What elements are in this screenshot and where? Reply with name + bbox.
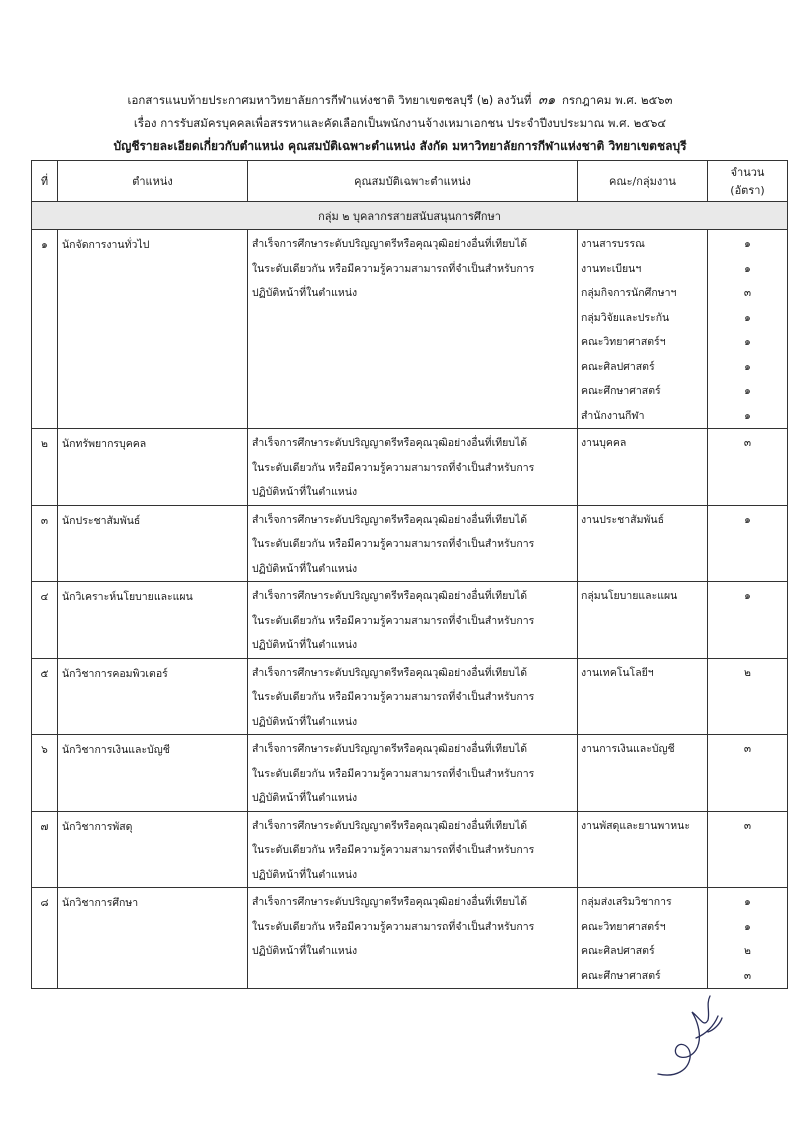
- faculty-line: งานทะเบียนฯ: [581, 262, 642, 275]
- row-qualification: [248, 582, 578, 659]
- count-line: ๒: [744, 666, 751, 679]
- header-count-line-2: (อัตรา): [730, 184, 765, 197]
- table-row: [32, 505, 788, 582]
- header-count-line-1: จำนวน: [730, 166, 765, 179]
- header-position: ตำแหน่ง: [58, 161, 248, 202]
- row-qualification: [248, 505, 578, 582]
- faculty-line: คณะวิทยาศาสตร์ฯ: [581, 336, 666, 348]
- count-line: ๑: [744, 409, 751, 422]
- count-line: ๑: [744, 360, 751, 373]
- row-count: [708, 735, 788, 812]
- faculty-line: กลุ่มวิจัยและประกัน: [581, 311, 670, 324]
- qualification-line: ปฏิบัติหน้าที่ในตำแหน่ง: [252, 486, 358, 498]
- qualification-line: ปฏิบัติหน้าที่ในตำแหน่ง: [252, 287, 358, 299]
- row-qualification: [248, 429, 578, 506]
- count-line: ๑: [744, 920, 751, 933]
- row-count: [708, 230, 788, 429]
- faculty-line: งานพัสดุและยานพาหนะ: [581, 819, 690, 832]
- qualification-line: ในระดับเดียวกัน หรือมีความรู้ความสามารถที่จำเป็นสำหรับการ: [252, 614, 535, 627]
- table-row: [32, 888, 788, 989]
- header-qualification: คุณสมบัติเฉพาะตำแหน่ง: [248, 161, 578, 202]
- row-faculty: [578, 735, 708, 812]
- row-qualification: [248, 230, 578, 429]
- header-line-1-prefix: เอกสารแนบท้ายประกาศมหาวิทยาลัยการกีฬาแห่งชาติ วิทยาเขตชลบุรี (๒) ลงวันที่: [127, 93, 532, 107]
- table-row: [32, 230, 788, 429]
- header-faculty: คณะ/กลุ่มงาน: [578, 161, 708, 202]
- row-number: ๓: [32, 505, 58, 582]
- count-line: ๓: [743, 969, 752, 982]
- qualification-line: สำเร็จการศึกษาระดับปริญญาตรีหรือคุณวุฒิอย่างอื่นที่เทียบได้: [252, 513, 528, 526]
- row-count: [708, 429, 788, 506]
- row-number: ๔: [32, 582, 58, 659]
- faculty-line: คณะศิลปศาสตร์: [581, 945, 655, 957]
- qualification-line: ปฏิบัติหน้าที่ในตำแหน่ง: [252, 562, 358, 575]
- faculty-line: คณะศิลปศาสตร์: [581, 360, 655, 373]
- faculty-line: คณะศึกษาศาสตร์: [581, 385, 661, 397]
- qualification-line: ปฏิบัติหน้าที่ในตำแหน่ง: [252, 868, 358, 881]
- qualification-line: สำเร็จการศึกษาระดับปริญญาตรีหรือคุณวุฒิอย่างอื่นที่เทียบได้: [252, 238, 528, 250]
- row-position: นักวิชาการพัสดุ: [58, 811, 248, 888]
- count-line: ๑: [744, 262, 751, 275]
- faculty-line: งานเทคโนโลยีฯ: [581, 666, 654, 679]
- row-position: นักวิเคราะห์นโยบายและแผน: [58, 582, 248, 659]
- faculty-line: คณะศึกษาศาสตร์: [581, 969, 661, 982]
- row-count: [708, 811, 788, 888]
- position-table: [31, 160, 788, 989]
- table-header-row: [32, 161, 788, 202]
- count-line: ๓: [743, 743, 752, 755]
- qualification-line: ในระดับเดียวกัน หรือมีความรู้ความสามารถที่จำเป็นสำหรับการ: [252, 920, 535, 933]
- faculty-line: งานสารบรรณ: [581, 238, 645, 250]
- faculty-line: กลุ่มกิจการนักศึกษาฯ: [581, 287, 677, 299]
- row-number: ๑: [32, 230, 58, 429]
- row-faculty: [578, 658, 708, 735]
- row-number: ๖: [32, 735, 58, 812]
- row-number: ๗: [32, 811, 58, 888]
- qualification-line: ในระดับเดียวกัน หรือมีความรู้ความสามารถที่จำเป็นสำหรับการ: [252, 262, 535, 275]
- count-line: ๑: [744, 238, 751, 250]
- header-line-1-suffix: กรกฎาคม พ.ศ. ๒๕๖๓: [561, 93, 673, 107]
- table-row: [32, 429, 788, 506]
- count-line: ๑: [744, 513, 751, 526]
- header-count: [708, 161, 788, 202]
- qualification-line: ปฏิบัติหน้าที่ในตำแหน่ง: [252, 715, 358, 728]
- row-faculty: [578, 888, 708, 989]
- row-position: นักวิชาการเงินและบัญชี: [58, 735, 248, 812]
- qualification-line: ปฏิบัติหน้าที่ในตำแหน่ง: [252, 639, 358, 651]
- row-qualification: [248, 735, 578, 812]
- qualification-line: สำเร็จการศึกษาระดับปริญญาตรีหรือคุณวุฒิอย่างอื่นที่เทียบได้: [252, 743, 528, 755]
- faculty-line: คณะวิทยาศาสตร์ฯ: [581, 920, 666, 933]
- row-number: ๕: [32, 658, 58, 735]
- header-line-3: บัญชีรายละเอียดเกี่ยวกับตำแหน่ง คุณสมบัติเฉพาะตำแหน่ง สังกัด มหาวิทยาลัยการกีฬาแห่งชาติ วิทยาเขตชลบุรี: [113, 139, 687, 153]
- qualification-line: ในระดับเดียวกัน หรือมีความรู้ความสามารถที่จำเป็นสำหรับการ: [252, 767, 535, 780]
- row-number: ๘: [32, 888, 58, 989]
- row-faculty: [578, 582, 708, 659]
- table-row: [32, 811, 788, 888]
- count-line: ๑: [744, 896, 751, 908]
- group-title: กลุ่ม ๒ บุคลากรสายสนับสนุนการศึกษา: [32, 202, 788, 230]
- row-faculty: [578, 429, 708, 506]
- count-line: ๑: [744, 385, 751, 397]
- qualification-line: สำเร็จการศึกษาระดับปริญญาตรีหรือคุณวุฒิอย่างอื่นที่เทียบได้: [252, 437, 528, 449]
- count-line: ๑: [744, 336, 751, 348]
- row-faculty: [578, 505, 708, 582]
- count-line: ๑: [744, 590, 751, 602]
- qualification-line: สำเร็จการศึกษาระดับปริญญาตรีหรือคุณวุฒิอย่างอื่นที่เทียบได้: [252, 590, 528, 602]
- signature-mark: [648, 982, 728, 1082]
- table-row: [32, 658, 788, 735]
- row-position: นักวิชาการคอมพิวเตอร์: [58, 658, 248, 735]
- count-line: ๑: [744, 311, 751, 324]
- qualification-line: ในระดับเดียวกัน หรือมีความรู้ความสามารถที่จำเป็นสำหรับการ: [252, 844, 535, 856]
- faculty-line: งานบุคคล: [581, 437, 627, 449]
- qualification-line: ในระดับเดียวกัน หรือมีความรู้ความสามารถที่จำเป็นสำหรับการ: [252, 691, 535, 703]
- faculty-line: สำนักงานกีฬา: [581, 409, 645, 422]
- qualification-line: ปฏิบัติหน้าที่ในตำแหน่ง: [252, 792, 358, 804]
- count-line: ๒: [744, 945, 751, 957]
- row-count: [708, 888, 788, 989]
- row-qualification: [248, 811, 578, 888]
- faculty-line: งานการเงินและบัญชี: [581, 743, 675, 755]
- header-line-1: [0, 92, 800, 109]
- qualification-line: สำเร็จการศึกษาระดับปริญญาตรีหรือคุณวุฒิอย่างอื่นที่เทียบได้: [252, 896, 528, 908]
- qualification-line: สำเร็จการศึกษาระดับปริญญาตรีหรือคุณวุฒิอย่างอื่นที่เทียบได้: [252, 666, 528, 679]
- group-row: [32, 202, 788, 230]
- count-line: ๓: [743, 437, 752, 449]
- row-position: นักวิชาการศึกษา: [58, 888, 248, 989]
- qualification-line: สำเร็จการศึกษาระดับปริญญาตรีหรือคุณวุฒิอย่างอื่นที่เทียบได้: [252, 819, 528, 832]
- header-no: ที่: [32, 161, 58, 202]
- header-day: ๓๑: [538, 93, 556, 108]
- row-qualification: [248, 658, 578, 735]
- qualification-line: ปฏิบัติหน้าที่ในตำแหน่ง: [252, 945, 358, 957]
- row-count: [708, 582, 788, 659]
- qualification-line: ในระดับเดียวกัน หรือมีความรู้ความสามารถที่จำเป็นสำหรับการ: [252, 461, 535, 474]
- faculty-line: กลุ่มนโยบายและแผน: [581, 590, 678, 602]
- faculty-line: งานประชาสัมพันธ์: [581, 513, 665, 526]
- header-line-2: เรื่อง การรับสมัครบุคคลเพื่อสรรหาและคัดเลือกเป็นพนักงานจ้างเหมาเอกชน ประจำปีงบประมาณ พ.ศ. ๒๕๖๔: [133, 116, 667, 130]
- faculty-line: กลุ่มส่งเสริมวิชาการ: [581, 896, 672, 908]
- table-row: [32, 582, 788, 659]
- row-position: นักประชาสัมพันธ์: [58, 505, 248, 582]
- row-position: นักจัดการงานทั่วไป: [58, 230, 248, 429]
- count-line: ๓: [743, 819, 752, 832]
- row-qualification: [248, 888, 578, 989]
- row-position: นักทรัพยากรบุคคล: [58, 429, 248, 506]
- row-faculty: [578, 230, 708, 429]
- qualification-line: ในระดับเดียวกัน หรือมีความรู้ความสามารถที่จำเป็นสำหรับการ: [252, 538, 535, 550]
- row-number: ๒: [32, 429, 58, 506]
- table-row: [32, 735, 788, 812]
- row-count: [708, 658, 788, 735]
- row-faculty: [578, 811, 708, 888]
- row-count: [708, 505, 788, 582]
- count-line: ๓: [743, 287, 752, 299]
